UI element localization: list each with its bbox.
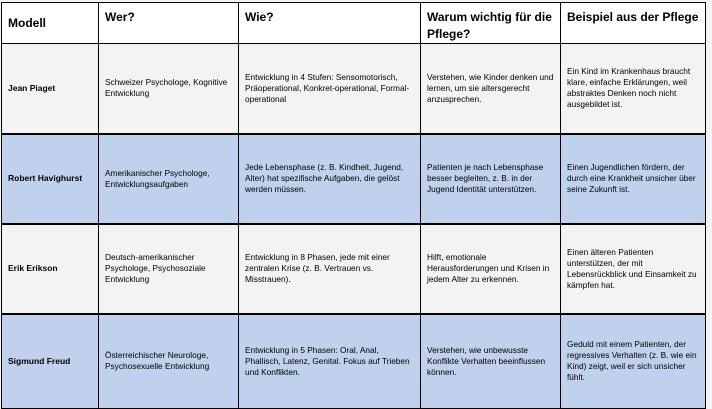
cell-example: Einen älteren Patienten unterstützen, der mit Lebensrückblick und Einsamkeit zu kämpfen hat.	[561, 224, 706, 314]
table-row	[2, 44, 706, 134]
cell-example: Einen Jugendlichen fördern, der durch eine Krankheit unsicher über seine Zukunft ist.	[561, 134, 706, 224]
cell-model: Robert Havighurst	[2, 134, 99, 224]
table-row	[2, 134, 706, 224]
development-models-table	[1, 2, 706, 409]
table-row	[2, 314, 706, 409]
cell-why: Verstehen, wie Kinder denken und lernen, um sie altersgerecht anzusprechen.	[421, 44, 561, 134]
cell-model: Erik Erikson	[2, 224, 99, 314]
cell-how: Entwicklung in 5 Phasen: Oral, Anal, Phallisch, Latenz, Genital. Fokus auf Trieben und Konflikten.	[239, 314, 421, 409]
header-model: Modell	[2, 3, 99, 44]
table-row	[2, 224, 706, 314]
cell-example: Ein Kind im Krankenhaus braucht klare, einfache Erklärungen, weil abstraktes Denken noch nicht ausgebildet ist.	[561, 44, 706, 134]
cell-model: Jean Piaget	[2, 44, 99, 134]
header-who: Wer?	[99, 3, 239, 44]
cell-example: Geduld mit einem Patienten, der regressives Verhalten (z. B. wie ein Kind) zeigt, weil er sich unsicher fühlt.	[561, 314, 706, 409]
header-why: Warum wichtig für die Pflege?	[421, 3, 561, 44]
cell-who: Amerikanischer Psychologe, Entwicklungsaufgaben	[99, 134, 239, 224]
cell-how: Entwicklung in 8 Phasen, jede mit einer zentralen Krise (z. B. Vertrauen vs. Misstrauen).	[239, 224, 421, 314]
cell-how: Jede Lebensphase (z. B. Kindheit, Jugend, Alter) hat spezifische Aufgaben, die gelöst werden müssen.	[239, 134, 421, 224]
cell-why: Hilft, emotionale Herausforderungen und Krisen in jedem Alter zu erkennen.	[421, 224, 561, 314]
cell-who: Deutsch-amerikanischer Psychologe, Psychosoziale Entwicklung	[99, 224, 239, 314]
cell-why: Patienten je nach Lebensphase besser begleiten, z. B. in der Jugend Identität unterstützen.	[421, 134, 561, 224]
header-example: Beispiel aus der Pflege	[561, 3, 706, 44]
cell-why: Verstehen, wie unbewusste Konflikte Verhalten beeinflussen können.	[421, 314, 561, 409]
header-how: Wie?	[239, 3, 421, 44]
cell-how: Entwicklung in 4 Stufen: Sensomotorisch, Präoperational, Konkret-operational, Formal-operational	[239, 44, 421, 134]
header-row	[2, 3, 706, 44]
cell-who: Österreichischer Neurologe, Psychosexuelle Entwicklung	[99, 314, 239, 409]
cell-model: Sigmund Freud	[2, 314, 99, 409]
cell-who: Schweizer Psychologe, Kognitive Entwicklung	[99, 44, 239, 134]
